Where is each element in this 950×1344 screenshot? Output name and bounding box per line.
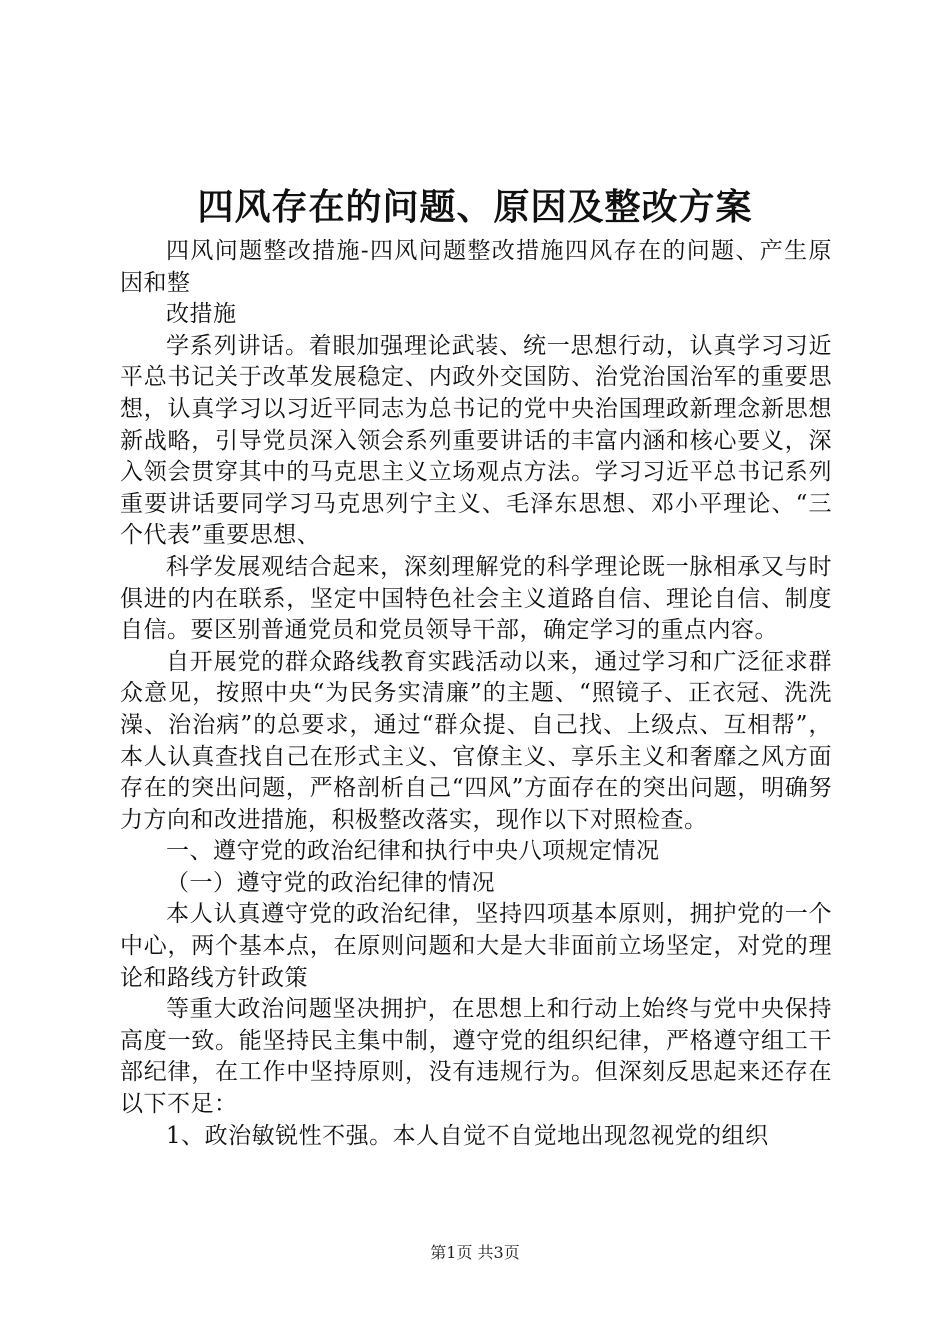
paragraph: 改措施 (166, 301, 237, 328)
paragraph: 学系列讲话。着眼加强理论武装、统一思想行动，认真学习习近平总书记关于改革发展稳定、内政外交国防、治党治国治军的重要思想，认真学习以习近平同志为总书记的党中央治国理政新理念新思想新战略，引导党员深入领会系列重要讲话的丰富内涵和核心要义，深入领会贯穿其中的马克思主义立场观点方法。学习习近平总书记系列重要讲话要同学习马克思列宁主义、毛泽东思想、邓小平理论、“三个代表”重要思想、 (120, 332, 832, 549)
paragraph: 等重大政治问题坚决拥护，在思想上和行动上始终与党中央保持高度一致。能坚持民主集中制，遵守党的组织纪律，严格遵守组工干部纪律，在工作中坚持原则，没有违规行为。但深刻反思起来还存在以下不足： (120, 996, 832, 1118)
section-heading: 一、遵守党的政治纪律和执行中央八项规定情况 (166, 838, 660, 865)
paragraph: 自开展党的群众路线教育实践活动以来，通过学习和广泛征求群众意见，按照中央“为民务实清廉”的主题、“照镜子、正衣冠、洗洗澡、治治病”的总要求，通过“群众提、自己找、上级点、互相帮”，本人认真查找自己在形式主义、官僚主义、享乐主义和奢靡之风方面存在的突出问题，严格剖析自己“四风”方面存在的突出问题，明确努力方向和改进措施，积极整改落实，现作以下对照检查。 (120, 648, 832, 833)
document-body (120, 236, 832, 1152)
paragraph: 四风问题整改措施-四风问题整改措施四风存在的问题、产生原因和整 (120, 238, 832, 296)
document-title: 四风存在的问题、原因及整改方案 (197, 186, 753, 228)
paragraph: 本人认真遵守党的政治纪律，坚持四项基本原则，拥护党的一个中心，两个基本点，在原则问题和大是大非面前立场坚定，对党的理论和路线方针政策 (120, 901, 832, 991)
paragraph: 科学发展观结合起来，深刻理解党的科学理论既一脉相承又与时俱进的内在联系，坚定中国特色社会主义道路自信、理论自信、制度自信。要区别普通党员和党员领导干部，确定学习的重点内容。 (120, 553, 832, 644)
page-number-footer: 第1页 共3页 (430, 1243, 520, 1262)
list-item: 1、政治敏锐性不强。本人自觉不自觉地出现忽视党的组织 (166, 1122, 769, 1149)
subsection-heading: （一）遵守党的政治纪律的情况 (166, 869, 495, 896)
